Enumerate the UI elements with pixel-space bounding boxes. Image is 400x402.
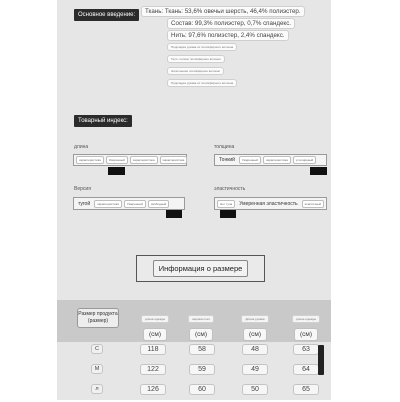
elasticity-option-2[interactable]: Умеренная эластичность [239, 200, 298, 207]
composition-line-2: Состав: 99,3% полиэстер, 0,7% спандекс. [167, 18, 295, 29]
column-header-length [135, 307, 175, 341]
thickness-label: толщина [214, 144, 235, 150]
table-row [57, 342, 331, 362]
version-selection-marker [166, 210, 182, 218]
value-cell: 118 [140, 344, 166, 355]
column-header-sleeve-unit: (см) [243, 328, 267, 341]
thickness-options [214, 154, 327, 166]
version-options [73, 197, 185, 210]
lining-line-1: Подкладка рукава из полиэфирного волокна [167, 43, 237, 51]
elasticity-option-1[interactable]: Нет тула [217, 200, 235, 208]
size-column-header-line1: Размер продукта [78, 311, 118, 317]
lining-line-3: Наполнение полиэфирное волокно [167, 67, 224, 75]
column-header-length-unit: (см) [143, 328, 167, 341]
version-option-4[interactable]: свободный [148, 200, 169, 208]
lining-line-4: Подкладка рукава из полиэфирного волокна [167, 79, 237, 87]
size-info-button[interactable] [136, 255, 265, 282]
thickness-option-1[interactable]: Тонкий [219, 157, 235, 163]
column-header-sleeve [235, 307, 275, 341]
side-scroll-handle[interactable] [318, 345, 324, 375]
length-label: длина [74, 144, 89, 150]
version-option-2[interactable]: характеристика [94, 200, 122, 208]
value-cell: 50 [242, 384, 268, 395]
elasticity-options [214, 197, 327, 210]
size-column-header-line2: (размер) [87, 317, 109, 324]
version-label: Версия [74, 186, 91, 192]
column-header-sleeve-name: Длина рукава [241, 315, 268, 323]
version-option-3[interactable]: Умеренный [124, 200, 146, 208]
thickness-option-3[interactable]: характеристика [263, 156, 291, 164]
length-options [73, 154, 187, 166]
composition-line-1: Ткань: Ткань: 53,6% овечьи шерсть, 46,4% полиэстер. [141, 6, 305, 17]
value-cell: 48 [242, 344, 268, 355]
composition-line-3: Нить: 97,6% полиэстер, 2,4% спандекс. [167, 30, 289, 41]
length-option-4[interactable]: характеристика [160, 156, 188, 164]
column-header-length-2 [286, 307, 326, 341]
length-selection-marker [108, 167, 125, 175]
column-header-shoulder-name: ширина плеч [188, 315, 214, 323]
value-cell: 60 [189, 384, 215, 395]
size-table-header [57, 300, 331, 342]
value-cell: 49 [242, 364, 268, 375]
value-cell: 59 [189, 364, 215, 375]
length-option-1[interactable]: характеристика [76, 156, 104, 164]
value-cell: 63 [293, 344, 319, 355]
value-cell: 58 [189, 344, 215, 355]
thickness-option-2[interactable]: Умеренный [239, 156, 261, 164]
table-row [57, 362, 331, 382]
thickness-selection-marker [310, 167, 327, 175]
column-header-shoulder-unit: (см) [189, 328, 213, 341]
version-option-1[interactable]: тугой [78, 200, 91, 207]
elasticity-selection-marker [220, 210, 236, 218]
size-table-body [57, 342, 331, 400]
size-info-label: Информация о размере [153, 260, 249, 277]
column-header-length-2-unit: (см) [294, 328, 318, 341]
length-option-3[interactable]: характеристика [130, 156, 158, 164]
length-option-2[interactable]: Умеренный [106, 156, 128, 164]
intro-title: Основное введение: [74, 9, 139, 21]
product-index-title: Товарный индекс: [74, 115, 132, 127]
value-cell: 65 [293, 384, 319, 395]
thickness-option-4[interactable]: утолщённый [293, 156, 316, 164]
size-column-header [77, 308, 119, 328]
size-table [57, 300, 331, 400]
value-cell: 122 [140, 364, 166, 375]
column-header-length-name: длина одежды [141, 315, 169, 323]
elasticity-label: эластичность [214, 186, 246, 192]
size-cell: М [91, 364, 103, 374]
column-header-shoulder [181, 307, 221, 341]
table-row [57, 382, 331, 402]
elasticity-option-3[interactable]: эластичный [302, 200, 325, 208]
column-header-length-2-name: длина одежды [292, 315, 320, 323]
value-cell: 126 [140, 384, 166, 395]
value-cell: 64 [293, 364, 319, 375]
lining-line-2: Тело: полиэс полиэфирное волокно [167, 55, 225, 63]
size-cell: л [91, 384, 103, 394]
size-cell: С [91, 344, 103, 354]
